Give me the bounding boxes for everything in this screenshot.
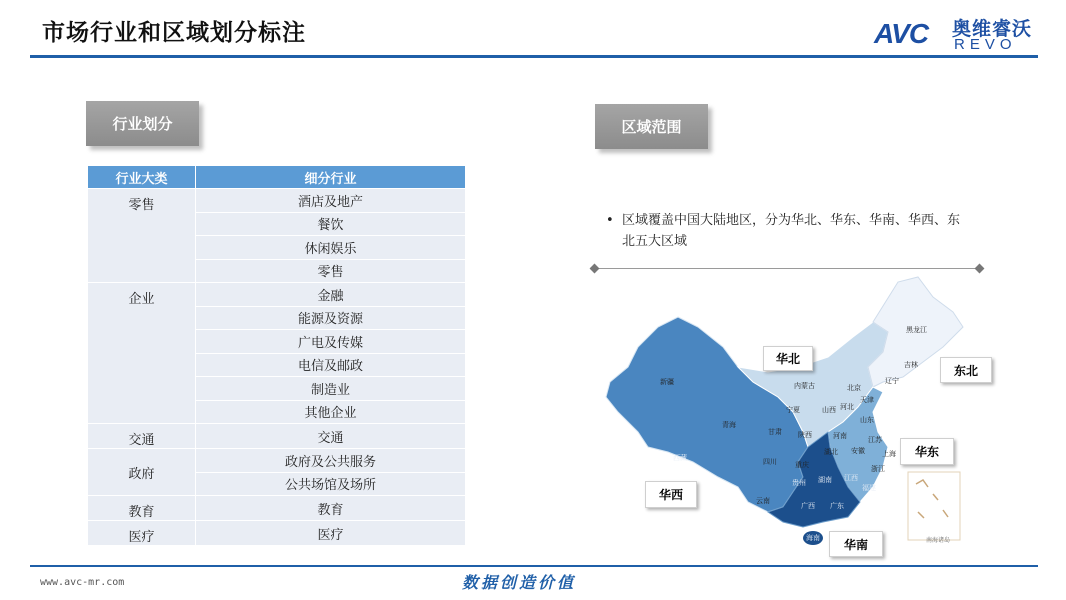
map-inset-frame <box>908 472 960 540</box>
province-label: 贵州 <box>792 479 806 487</box>
province-label: 宁夏 <box>786 406 800 414</box>
province-label: 广东 <box>830 502 844 510</box>
column-header-category: 行业大类 <box>88 166 196 189</box>
province-label: 吉林 <box>904 361 918 369</box>
province-label: 山东 <box>860 416 874 424</box>
province-label: 江西 <box>844 474 858 482</box>
footer-slogan: 数据创造价值 <box>462 573 577 592</box>
subindustry-cell: 酒店及地产 <box>196 189 466 213</box>
province-label: 江苏 <box>868 436 882 444</box>
avc-revo-logo <box>874 14 1038 56</box>
footer-website: www.avc-mr.com <box>40 577 125 588</box>
logo-cn-text: 奥维睿沃 <box>952 18 1033 40</box>
province-label: 新疆 <box>660 378 674 386</box>
china-region-map <box>598 272 998 562</box>
category-cell: 教育 <box>88 496 196 521</box>
china-map-svg <box>598 272 998 562</box>
province-label: 云南 <box>756 497 770 505</box>
subindustry-cell: 公共场馆及场所 <box>196 472 466 496</box>
province-label: 海南 <box>806 534 820 542</box>
province-label: 四川 <box>763 458 777 466</box>
province-label: 福建 <box>862 484 876 492</box>
industry-section-tag: 行业划分 <box>86 101 199 146</box>
province-label: 甘肃 <box>768 428 782 436</box>
region-label-northeast: 东北 <box>940 357 992 383</box>
subindustry-cell: 广电及传媒 <box>196 330 466 354</box>
table-row <box>88 449 466 473</box>
category-cell: 医疗 <box>88 521 196 546</box>
logo-revo-text: REVO <box>954 36 1017 53</box>
province-label: 湖北 <box>824 448 838 456</box>
province-label: 陕西 <box>798 431 812 439</box>
province-label: 重庆 <box>795 461 809 469</box>
category-cell: 零售 <box>88 189 196 283</box>
category-cell: 企业 <box>88 283 196 424</box>
province-label: 青海 <box>722 421 736 429</box>
province-label: 安徽 <box>851 447 865 455</box>
industry-table <box>87 165 466 546</box>
subindustry-cell: 制造业 <box>196 377 466 401</box>
region-label-east: 华东 <box>900 438 954 465</box>
province-label: 河南 <box>833 432 847 440</box>
subindustry-cell: 能源及资源 <box>196 306 466 330</box>
table-row <box>88 424 466 449</box>
subindustry-cell: 交通 <box>196 424 466 449</box>
region-label-north: 华北 <box>763 346 813 371</box>
subindustry-cell: 休闲娱乐 <box>196 236 466 260</box>
region-description: • 区域覆盖中国大陆地区，分为华北、华东、华南、华西、东北五大区域 <box>622 210 972 252</box>
table-row <box>88 283 466 307</box>
subindustry-cell: 教育 <box>196 496 466 521</box>
province-label: 西藏 <box>673 454 687 462</box>
category-cell: 交通 <box>88 424 196 449</box>
province-label: 北京 <box>847 384 861 392</box>
region-section-tag: 区域范围 <box>595 104 708 149</box>
column-header-subindustry: 细分行业 <box>196 166 466 189</box>
category-cell: 政府 <box>88 449 196 496</box>
province-label: 内蒙古 <box>794 382 815 390</box>
region-label-south: 华南 <box>829 531 883 557</box>
map-inset-islands <box>916 480 948 518</box>
map-inset-label: 南海诸岛 <box>926 537 951 544</box>
table-row <box>88 521 466 546</box>
footer-divider <box>30 565 1038 567</box>
subindustry-cell: 电信及邮政 <box>196 353 466 377</box>
logo-avc-text: AVC <box>874 18 929 49</box>
region-label-west: 华西 <box>645 481 697 508</box>
province-label: 上海 <box>882 450 896 458</box>
subindustry-cell: 其他企业 <box>196 400 466 424</box>
table-row <box>88 496 466 521</box>
province-label: 黑龙江 <box>906 326 927 334</box>
subindustry-cell: 医疗 <box>196 521 466 546</box>
province-label: 广西 <box>801 502 815 510</box>
province-label: 湖南 <box>818 476 832 484</box>
subindustry-cell: 餐饮 <box>196 212 466 236</box>
subindustry-cell: 零售 <box>196 259 466 283</box>
province-label: 浙江 <box>871 465 885 473</box>
region-divider <box>594 268 980 269</box>
table-row <box>88 189 466 213</box>
province-label: 辽宁 <box>885 377 899 385</box>
subindustry-cell: 金融 <box>196 283 466 307</box>
page-title: 市场行业和区域划分标注 <box>42 20 306 46</box>
table-header-row <box>88 166 466 189</box>
province-label: 河北 <box>840 403 854 411</box>
province-label: 天津 <box>860 396 874 404</box>
subindustry-cell: 政府及公共服务 <box>196 449 466 473</box>
province-label: 山西 <box>822 406 836 414</box>
